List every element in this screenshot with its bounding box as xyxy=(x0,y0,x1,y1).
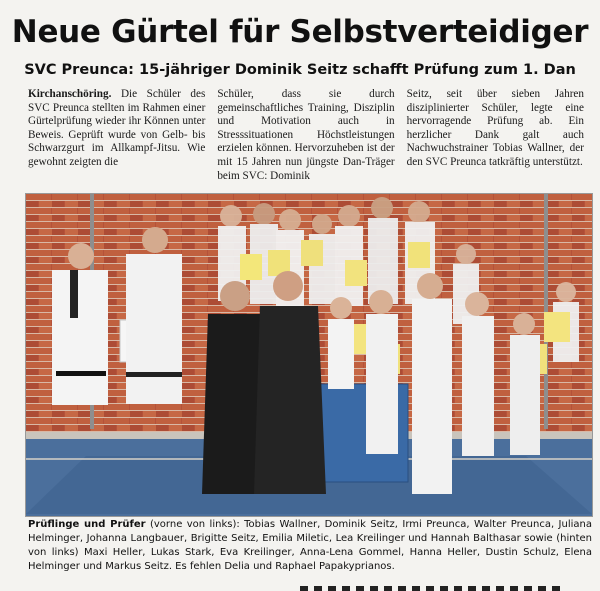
caption-lead: Prüflinge und Prüfer xyxy=(28,519,146,530)
column-3-text: Seitz, seit über sieben Jahren disziplinierter Schüler, legte eine hervorragende Prüfung ab. Ein herzlicher Dank galt auch Nachwuchstrainer Tobias Wallner, der den SVC Preunca tatkräftig unterstützt. xyxy=(406,88,584,168)
photo-caption xyxy=(28,518,592,574)
dateline: Kirchanschöring. xyxy=(28,88,112,100)
article-subheadline: SVC Preunca: 15-jähriger Dominik Seitz schafft Prüfung zum 1. Dan xyxy=(24,62,576,78)
column-2-text: Schüler, dass sie durch gemeinschaftliches Training, Disziplin und Motivation auch in Stresssituationen Höchstleistungen erzielen können. Hervorzuheben ist der mit 15 Jahren nun jüngste Dan-Träger beim SVC: Dominik xyxy=(217,88,395,182)
article-body xyxy=(28,88,584,184)
group-photo xyxy=(25,193,593,517)
caption-text: (vorne von links): Tobias Wallner, Dominik Seitz, Irmi Preunca, Walter Preunca, Juliana Helminger, Johanna Langbauer, Brigitte Seitz, Emilia Miletic, Lea Kreilinger und Hannah Balthasar sowie (hinten von links) Maxi Heller, Lukas Stark, Eva Kreilinger, Anna-Lena Gommel, Hanna Heller, Dustin Schulz, Elena Helminger und Markus Seitz. Es fehlen Delia und Raphael Papakyprianos. xyxy=(28,519,592,572)
article-column-2 xyxy=(217,88,394,184)
cropped-next-headline xyxy=(0,583,600,591)
group-photo-image xyxy=(26,194,592,516)
column-1-text: Die Schüler des SVC Preunca stellten im Rahmen einer Gürtelprüfung wieder ihr Können unter Beweis. Geprüft wurde von Gelb- bis Schwarzgurt im Allkampf-Jitsu. Wie gewohnt zeigten die xyxy=(28,88,206,168)
article-column-3 xyxy=(407,88,584,184)
article-headline: Neue Gürtel für Selbstverteidiger xyxy=(11,14,589,50)
article-column-1 xyxy=(28,88,205,184)
